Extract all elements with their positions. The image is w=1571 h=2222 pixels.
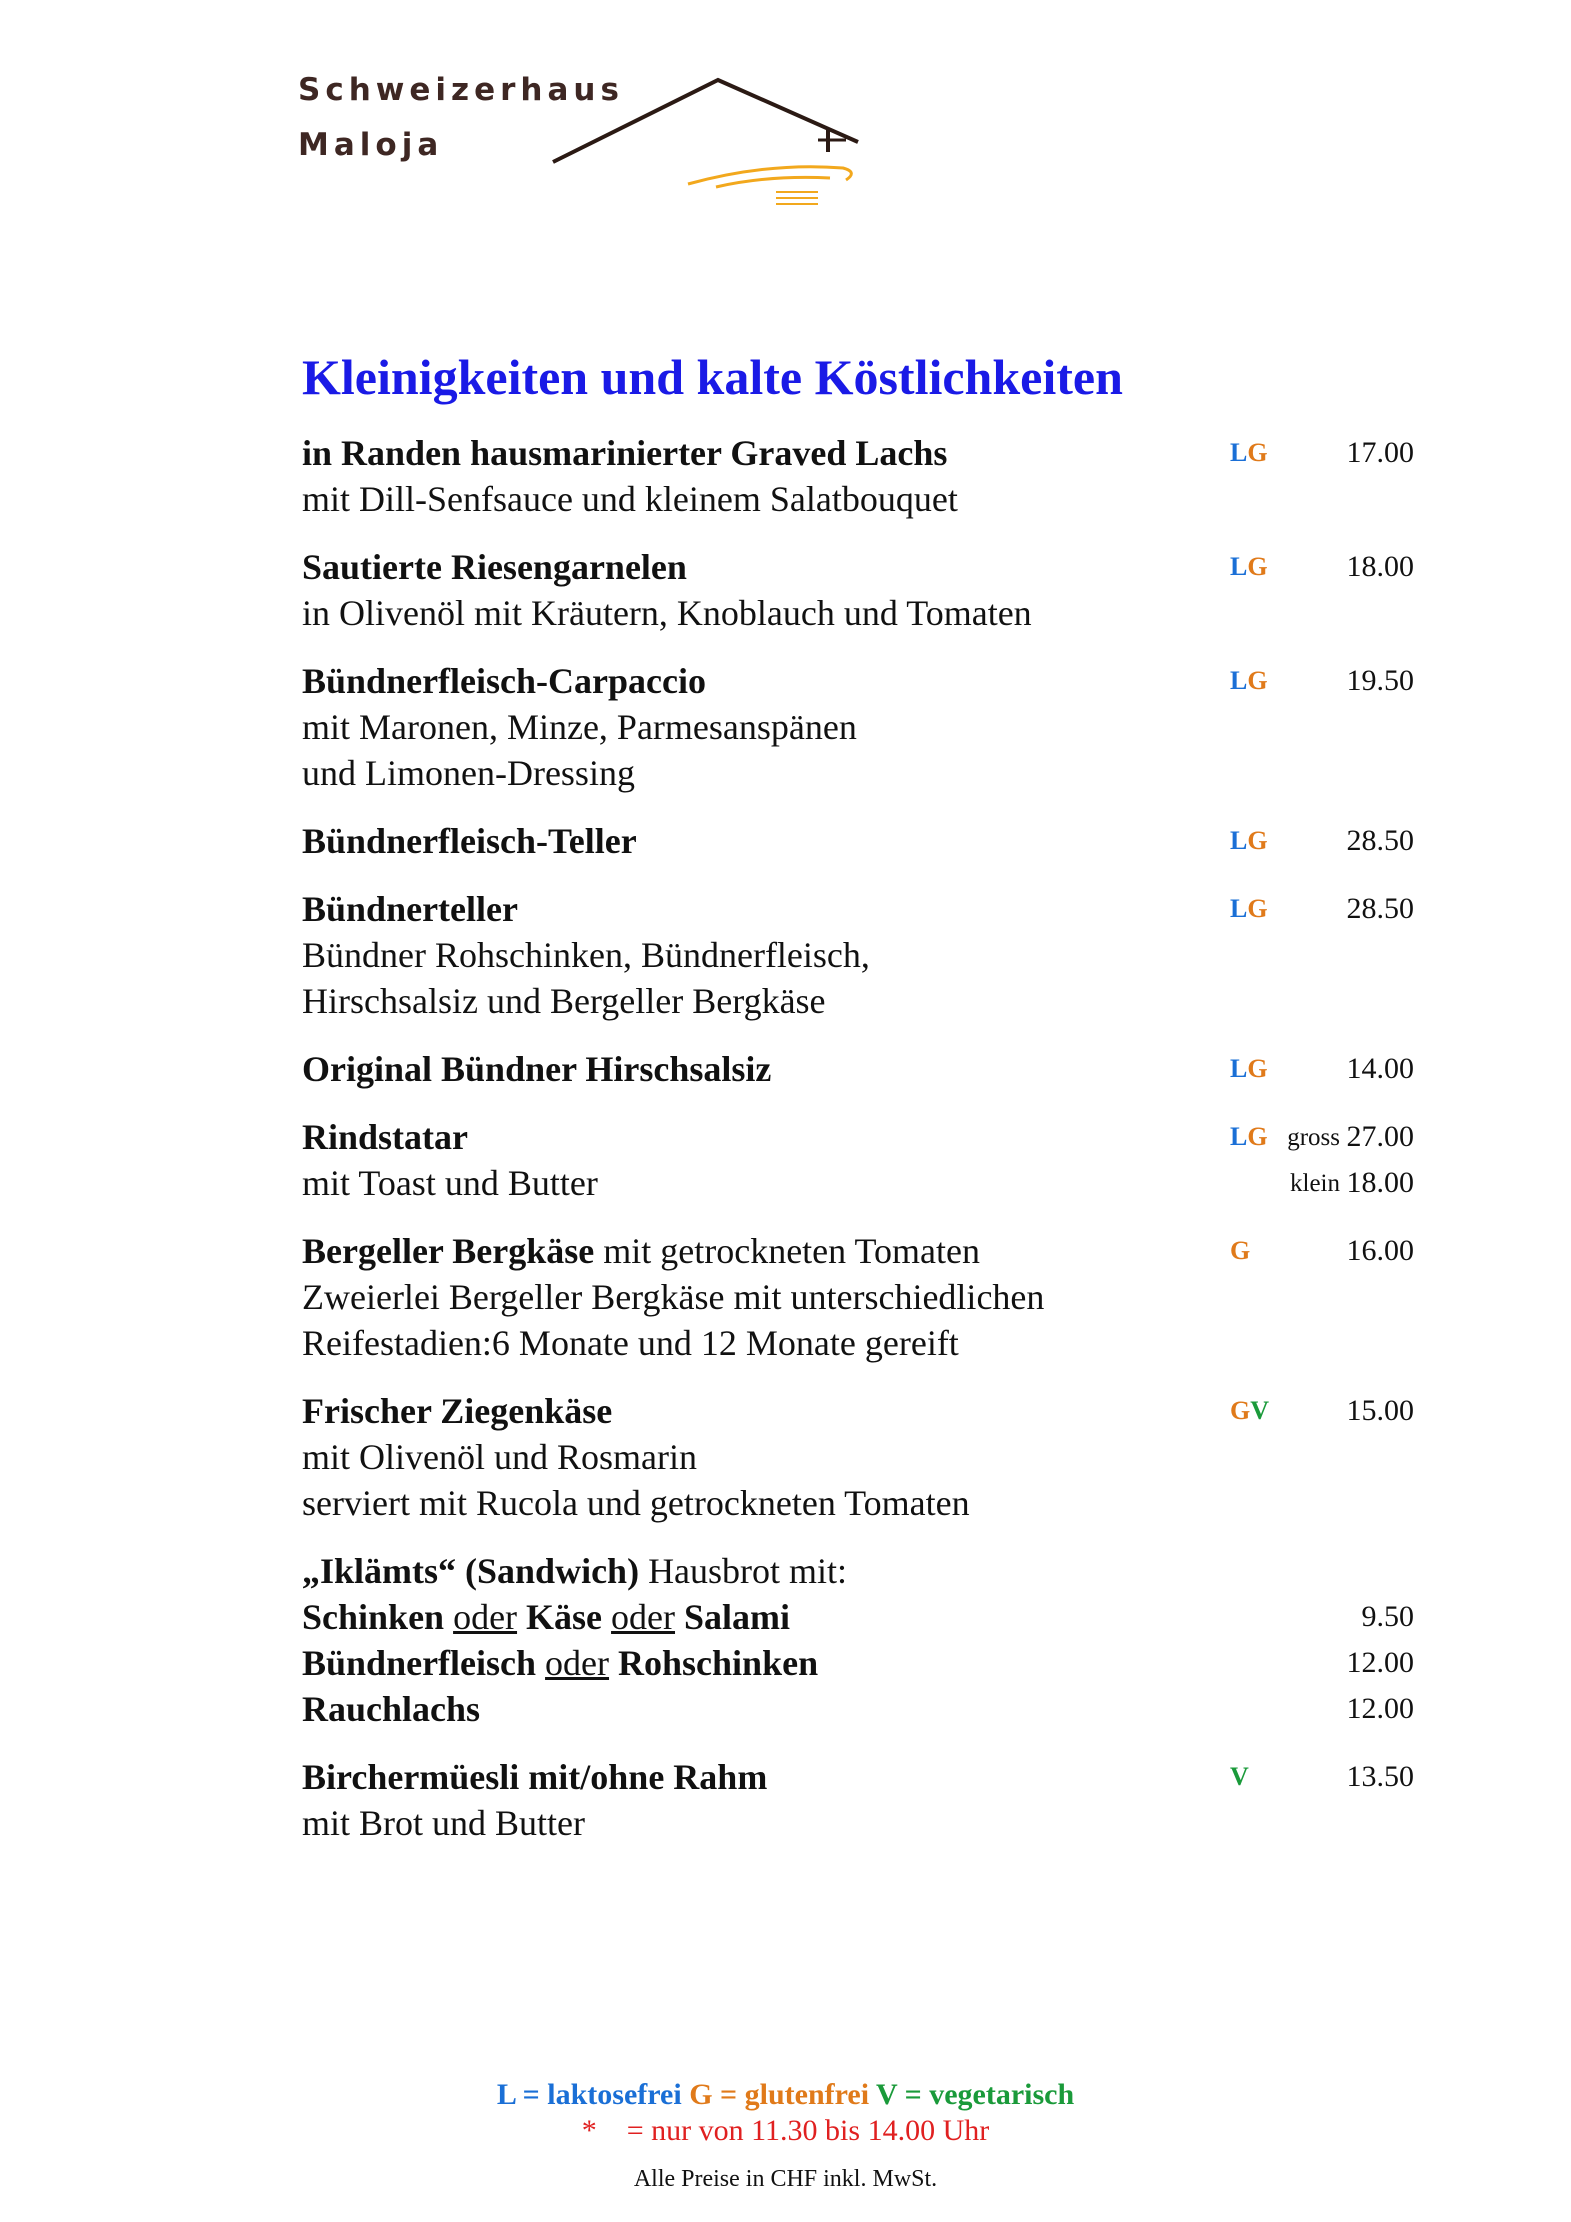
code-gluten-free: G xyxy=(1230,1396,1251,1425)
diet-codes xyxy=(1230,1388,1269,1434)
item-price: 12.00 xyxy=(1346,1692,1414,1725)
menu-item xyxy=(302,886,1414,1024)
sandwich-name: „Iklämts“ (Sandwich) xyxy=(302,1551,640,1591)
or-connector: oder xyxy=(545,1643,610,1683)
asterisk-marker: * xyxy=(581,2114,597,2147)
logo-roof-icon xyxy=(298,72,878,212)
diet-codes xyxy=(1230,1228,1250,1274)
item-price: 12.00 xyxy=(1346,1646,1414,1679)
diet-codes xyxy=(1230,1114,1268,1160)
legend-lactose-free: L = laktosefrei xyxy=(496,2078,682,2111)
item-price: 28.50 xyxy=(1346,892,1414,925)
item-price: 28.50 xyxy=(1346,824,1414,857)
item-name: Bündnerfleisch-Teller xyxy=(302,821,637,861)
menu-item xyxy=(302,544,1414,636)
menu-list xyxy=(302,430,1414,1868)
item-price: 17.00 xyxy=(1346,436,1414,469)
sandwich-option: Salami xyxy=(684,1597,791,1637)
item-description: serviert mit Rucola und getrockneten Tomaten xyxy=(302,1483,970,1523)
item-name-suffix: mit getrockneten Tomaten xyxy=(594,1231,980,1271)
item-price: 15.00 xyxy=(1346,1394,1414,1427)
item-description: mit Olivenöl und Rosmarin xyxy=(302,1437,697,1477)
item-name: Frischer Ziegenkäse xyxy=(302,1391,613,1431)
menu-item xyxy=(302,1046,1414,1092)
code-lactose-free: L xyxy=(1230,894,1248,923)
sandwich-option: Rauchlachs xyxy=(302,1689,481,1729)
item-description: mit Dill-Senfsauce und kleinem Salatbouquet xyxy=(302,479,958,519)
menu-section-title: Kleinigkeiten und kalte Köstlichkeiten xyxy=(302,349,1123,405)
code-lactose-free: L xyxy=(1230,552,1248,581)
menu-item xyxy=(302,1228,1414,1366)
lunch-hours: = nur von 11.30 bis 14.00 Uhr xyxy=(626,2114,990,2147)
item-name: Sautierte Riesengarnelen xyxy=(302,547,687,587)
code-gluten-free: G xyxy=(1247,552,1268,581)
sandwich-option: Käse xyxy=(526,1597,603,1637)
price-note: Alle Preise in CHF inkl. MwSt. xyxy=(633,2166,938,2192)
item-price: 18.00 xyxy=(1346,1166,1414,1199)
diet-legend xyxy=(0,2078,1571,2112)
portion-size-label: klein xyxy=(1290,1170,1340,1197)
logo-line-2: Maloja xyxy=(298,127,444,163)
sandwich-item xyxy=(302,1548,1414,1732)
diet-codes xyxy=(1230,430,1268,476)
menu-item xyxy=(302,430,1414,522)
menu-item xyxy=(302,1754,1414,1846)
diet-codes xyxy=(1230,658,1268,704)
sandwich-suffix: Hausbrot mit: xyxy=(639,1551,848,1591)
legend-gluten-free: G = glutenfrei xyxy=(689,2078,870,2111)
item-price: 9.50 xyxy=(1361,1600,1414,1633)
diet-codes xyxy=(1230,1046,1268,1092)
code-lactose-free: L xyxy=(1230,666,1248,695)
diet-codes xyxy=(1230,886,1268,932)
code-gluten-free: G xyxy=(1247,894,1268,923)
item-price: 14.00 xyxy=(1346,1052,1414,1085)
item-price: 13.50 xyxy=(1346,1760,1414,1793)
item-description: Zweierlei Bergeller Bergkäse mit unterschiedlichen xyxy=(302,1277,1045,1317)
item-description: mit Maronen, Minze, Parmesanspänen xyxy=(302,707,857,747)
code-gluten-free: G xyxy=(1247,1054,1268,1083)
menu-item xyxy=(302,818,1414,864)
item-description: Hirschsalsiz und Bergeller Bergkäse xyxy=(302,981,826,1021)
item-description: in Olivenöl mit Kräutern, Knoblauch und Tomaten xyxy=(302,593,1032,633)
item-name: Rindstatar xyxy=(302,1117,469,1157)
code-lactose-free: L xyxy=(1230,1122,1248,1151)
code-lactose-free: L xyxy=(1230,826,1248,855)
sandwich-option: Rohschinken xyxy=(618,1643,819,1683)
sandwich-option: Schinken xyxy=(302,1597,445,1637)
code-vegetarian: V xyxy=(1250,1396,1270,1425)
restaurant-logo xyxy=(298,72,878,212)
item-description: mit Brot und Butter xyxy=(302,1803,585,1843)
code-lactose-free: L xyxy=(1230,1054,1248,1083)
item-name: Bündnerfleisch-Carpaccio xyxy=(302,661,706,701)
item-description: mit Toast und Butter xyxy=(302,1163,598,1203)
menu-item xyxy=(302,1388,1414,1526)
menu-item xyxy=(302,658,1414,796)
item-name: Bergeller Bergkäse xyxy=(302,1231,595,1271)
or-connector: oder xyxy=(611,1597,676,1637)
portion-size-label: gross xyxy=(1287,1124,1340,1151)
code-gluten-free: G xyxy=(1247,1122,1268,1151)
item-price: 16.00 xyxy=(1346,1234,1414,1267)
or-connector: oder xyxy=(453,1597,518,1637)
menu-item xyxy=(302,1114,1414,1206)
code-vegetarian: V xyxy=(1230,1762,1249,1791)
legend-vegetarian: V = vegetarisch xyxy=(876,2078,1075,2111)
code-gluten-free: G xyxy=(1247,666,1268,695)
code-gluten-free: G xyxy=(1247,826,1268,855)
item-description: Reifestadien:6 Monate und 12 Monate gereift xyxy=(302,1323,959,1363)
item-name: in Randen hausmarinierter Graved Lachs xyxy=(302,433,948,473)
item-description: und Limonen-Dressing xyxy=(302,753,635,793)
lunch-note xyxy=(0,2114,1571,2148)
item-name: Original Bündner Hirschsalsiz xyxy=(302,1049,772,1089)
item-price: 18.00 xyxy=(1346,550,1414,583)
diet-codes xyxy=(1230,1754,1249,1800)
diet-codes xyxy=(1230,818,1268,864)
code-gluten-free: G xyxy=(1247,438,1268,467)
item-price: 27.00 xyxy=(1346,1120,1414,1153)
code-lactose-free: L xyxy=(1230,438,1248,467)
item-description: Bündner Rohschinken, Bündnerfleisch, xyxy=(302,935,870,975)
item-name: Birchermüesli mit/ohne Rahm xyxy=(302,1757,768,1797)
item-price: 19.50 xyxy=(1346,664,1414,697)
logo-line-1: Schweizerhaus xyxy=(298,72,624,108)
sandwich-option: Bündnerfleisch xyxy=(302,1643,537,1683)
item-name: Bündnerteller xyxy=(302,889,518,929)
diet-codes xyxy=(1230,544,1268,590)
code-gluten-free: G xyxy=(1230,1236,1251,1265)
